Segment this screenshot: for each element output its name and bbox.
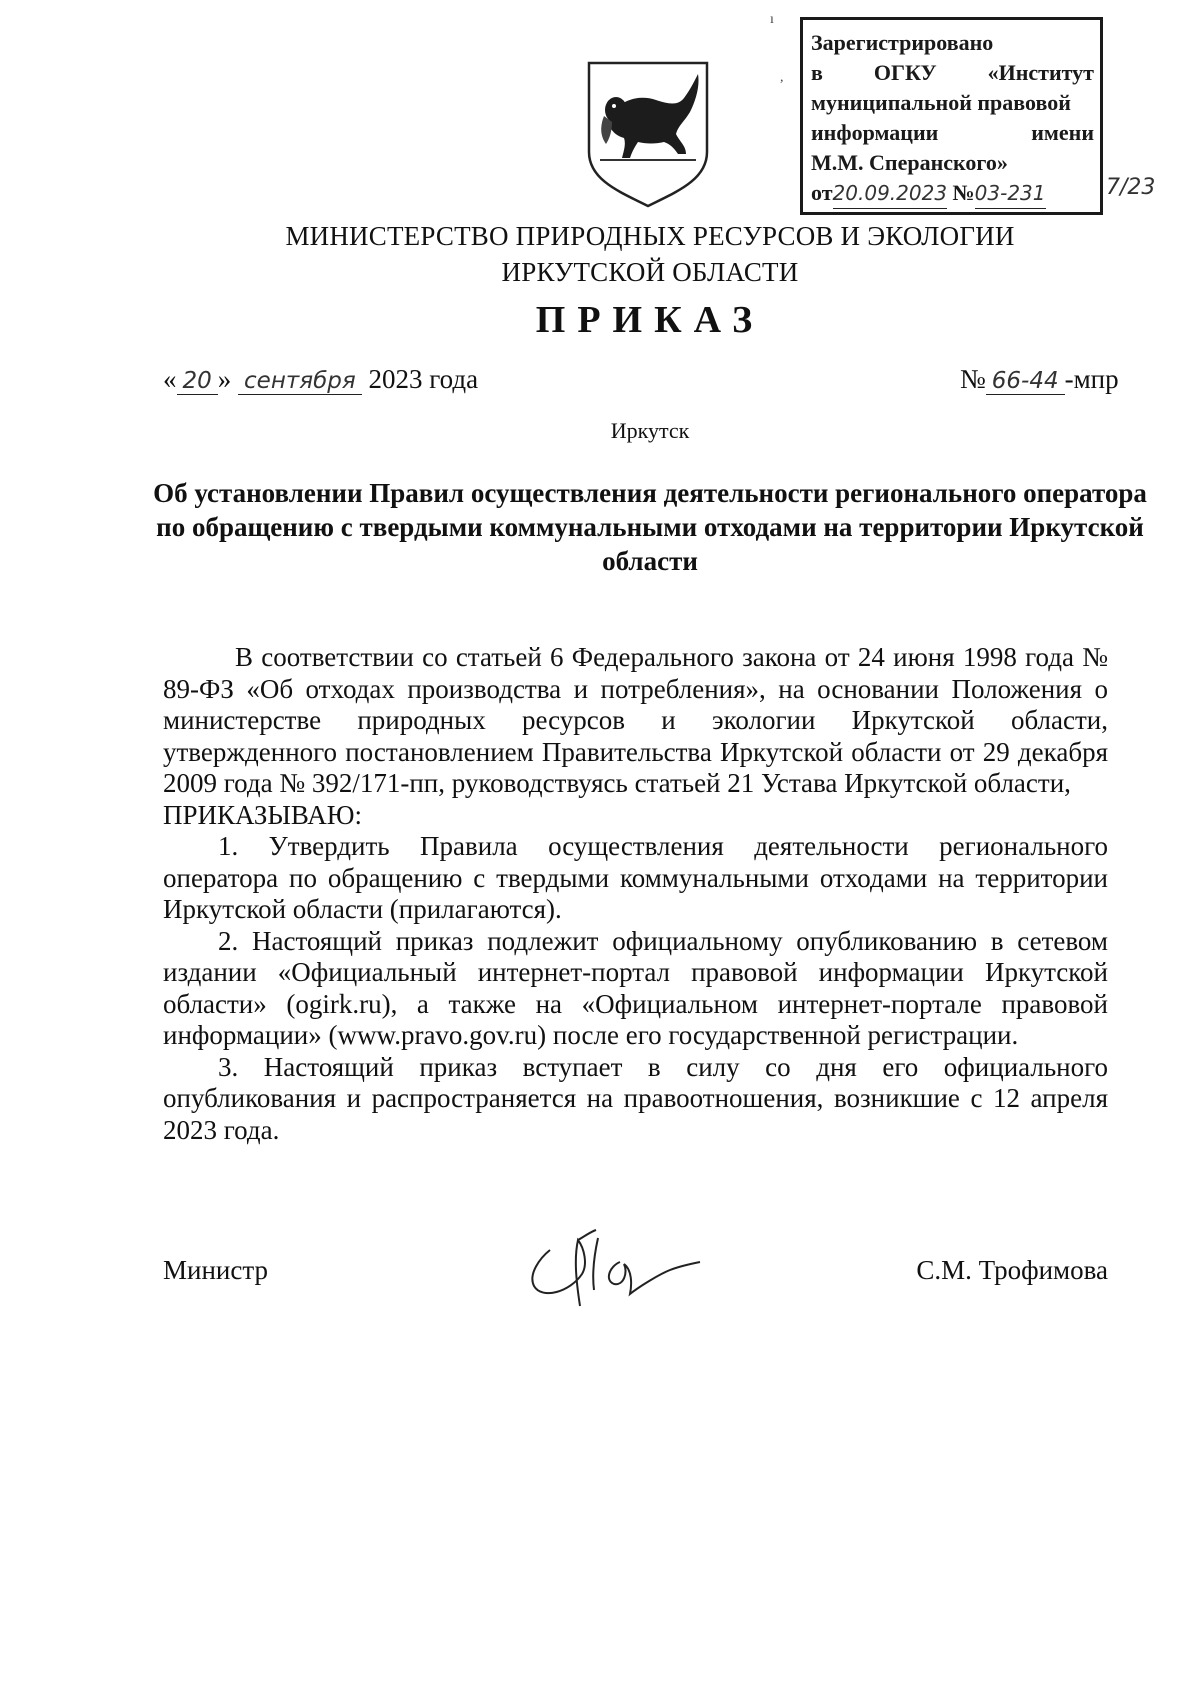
order-body xyxy=(163,642,1108,1146)
number-suffix: -мпр xyxy=(1064,364,1119,394)
order-date xyxy=(163,364,478,395)
stamp-date-prefix: от xyxy=(811,180,833,205)
stamp-line: Зарегистрировано xyxy=(811,30,994,55)
date-close-quote: » xyxy=(217,364,232,394)
ministry-name xyxy=(0,218,1200,290)
ministry-line: ИРКУТСКОЙ ОБЛАСТИ xyxy=(501,257,799,287)
stamp-line: информации имени xyxy=(811,120,1094,145)
stamp-date-row xyxy=(811,178,1094,209)
order-item: 1. Утвердить Правила осуществления деятельности регионального оператора по обращению с твердыми коммунальными отходами на территории Иркутской области (прилагаются). xyxy=(163,831,1108,924)
stamp-number-prefix: № xyxy=(952,180,975,205)
date-day: 20 xyxy=(177,368,218,395)
order-title: Об установлении Правил осуществления деятельности регионального оператора по обращению с твердыми коммунальными отходами на территории Иркутской области xyxy=(153,478,1147,576)
order-word: ПРИКАЗЫВАЮ: xyxy=(163,799,362,830)
scan-mark: ı xyxy=(770,12,774,27)
stamp-line: в ОГКУ «Институт xyxy=(811,60,1094,85)
city-name: Иркутск xyxy=(610,418,690,443)
stamp-line: М.М. Сперанского» xyxy=(811,150,1008,175)
number-value: 66-44 xyxy=(986,368,1065,395)
signer-position: Министр xyxy=(163,1255,268,1285)
date-open-quote: « xyxy=(163,364,177,394)
order-item: 2. Настоящий приказ подлежит официальному опубликованию в сетевом издании «Официальный интернет-портал правовой информации Иркутской области» (ogirk.ru), а также на «Официальном интернет-портале правовой информации» (www.pravo.gov.ru) после его государственной регистрации. xyxy=(163,925,1108,1050)
scan-mark: , xyxy=(780,70,784,85)
ministry-line: МИНИСТЕРСТВО ПРИРОДНЫХ РЕСУРСОВ И ЭКОЛОГИИ xyxy=(285,221,1015,251)
handwritten-signature xyxy=(520,1228,720,1318)
stamp-line: муниципальной правовой xyxy=(811,90,1071,115)
order-number xyxy=(960,364,1119,395)
registration-stamp xyxy=(800,17,1103,215)
coat-of-arms-emblem xyxy=(586,60,710,208)
date-month: сентября xyxy=(238,368,362,395)
order-item: 3. Настоящий приказ вступает в силу со дня его официального опубликования и распространяется на правоотношения, возникшие с 12 апреля 2023 года. xyxy=(163,1051,1108,1145)
number-prefix: № xyxy=(960,364,986,394)
date-year: 2023 года xyxy=(368,364,479,394)
stamp-number-value: 03-231 xyxy=(975,178,1046,209)
signer-name: С.М. Трофимова xyxy=(916,1255,1108,1285)
preamble-paragraph: В соответствии со статьей 6 Федерального закона от 24 июня 1998 года № 89-ФЗ «Об отходах производства и потребления», на основании Положения о министерстве природных ресурсов и экологии Иркутской области, утвержденного постановлением Правительства Иркутской области от 29 декабря 2009 года № 392/171-пп, руководствуясь статьей 21 Устава Иркутской области, xyxy=(163,642,1108,798)
stamp-number-suffix: 7/23 xyxy=(1106,175,1156,200)
document-type-heading: ПРИКАЗ xyxy=(535,299,765,341)
stamp-date-value: 20.09.2023 xyxy=(833,178,948,209)
